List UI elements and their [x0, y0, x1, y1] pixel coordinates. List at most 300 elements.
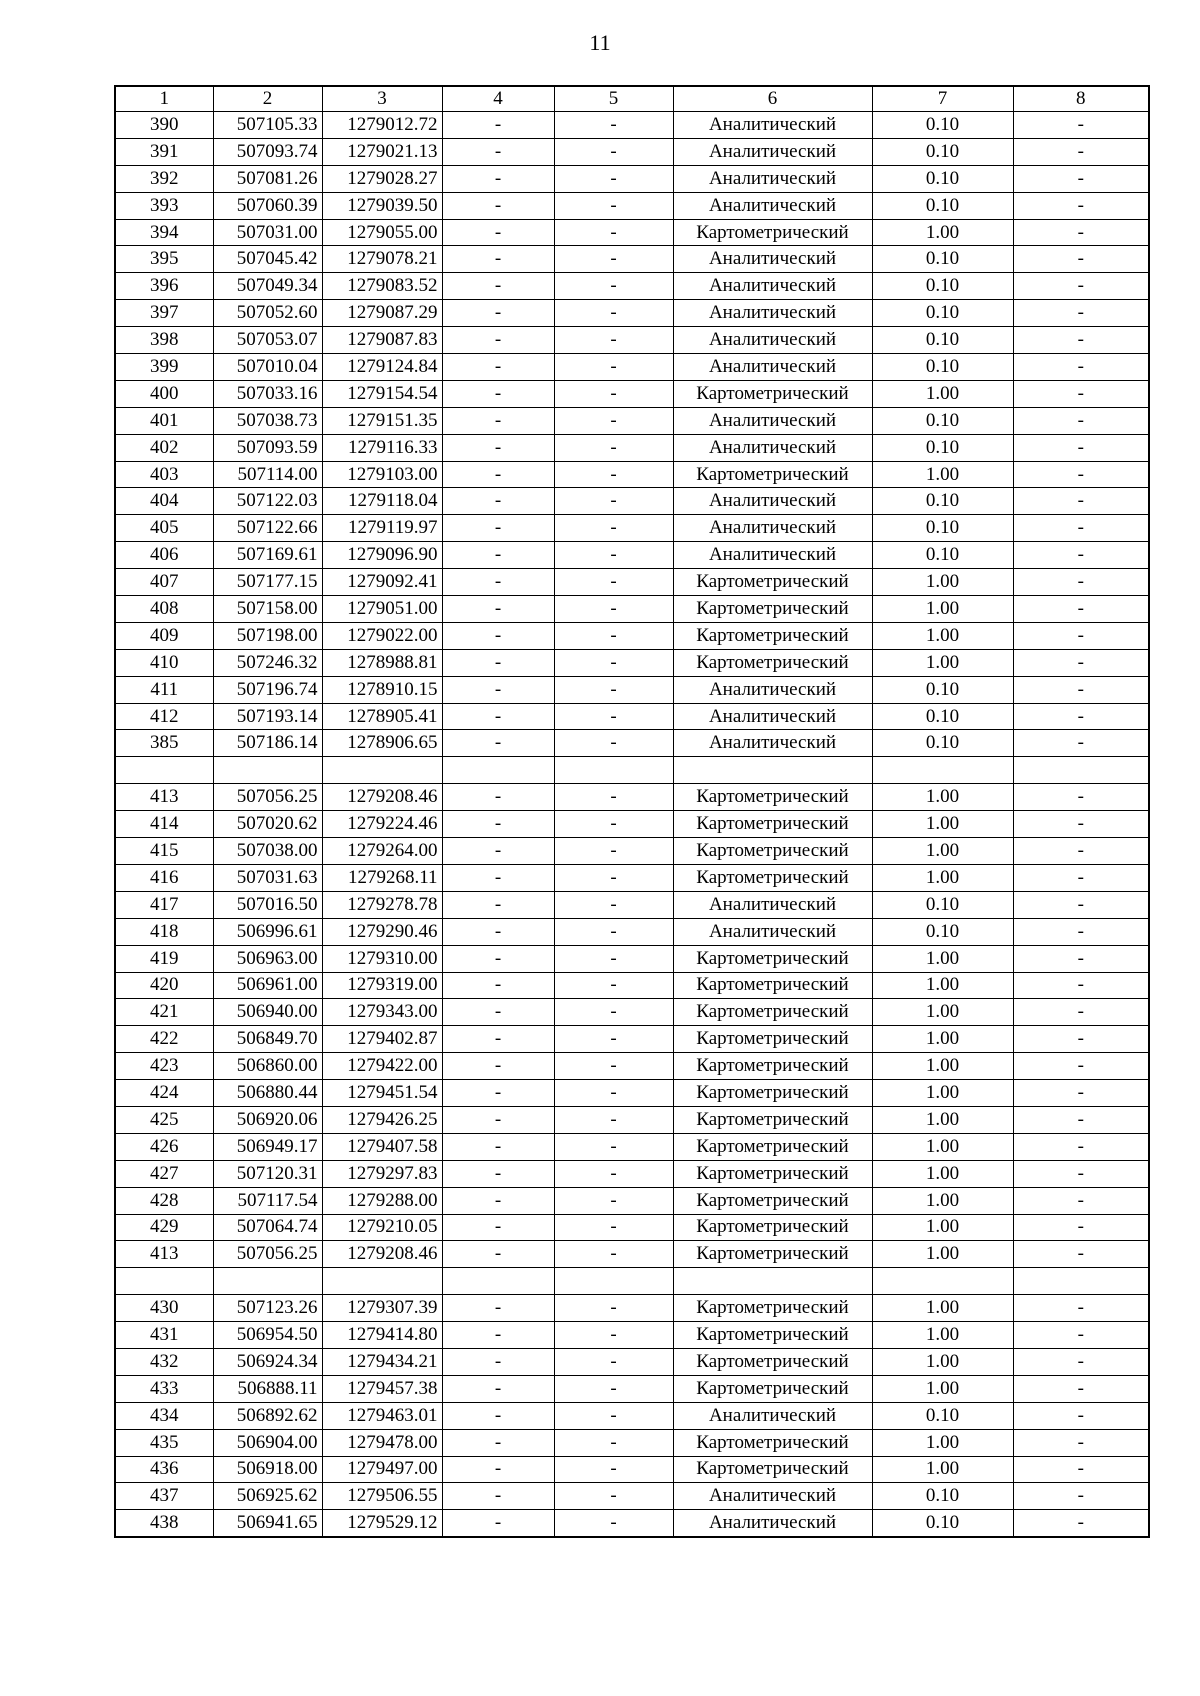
col8-cell: -: [1013, 515, 1149, 542]
method-cell: Аналитический: [673, 300, 872, 327]
point-number-cell: 412: [115, 703, 213, 730]
point-number-cell: 432: [115, 1348, 213, 1375]
col4-cell: -: [442, 1402, 554, 1429]
table-row: [115, 515, 1149, 542]
x-coordinate-cell: 507093.59: [213, 434, 322, 461]
x-coordinate-cell: 506860.00: [213, 1053, 322, 1080]
column-header: 5: [554, 86, 673, 112]
point-number-cell: 392: [115, 165, 213, 192]
y-coordinate-cell: 1278906.65: [322, 730, 442, 757]
col4-cell: -: [442, 1080, 554, 1107]
col4-cell: -: [442, 945, 554, 972]
x-coordinate-cell: 507064.74: [213, 1214, 322, 1241]
point-number-cell: 413: [115, 784, 213, 811]
method-cell: Аналитический: [673, 542, 872, 569]
point-number-cell: 405: [115, 515, 213, 542]
point-number-cell: 408: [115, 596, 213, 623]
point-number-cell: 406: [115, 542, 213, 569]
table-row: [115, 1402, 1149, 1429]
method-cell: Картометрический: [673, 972, 872, 999]
table-row: [115, 542, 1149, 569]
method-cell: Аналитический: [673, 676, 872, 703]
point-number-cell: 420: [115, 972, 213, 999]
col5-cell: -: [554, 972, 673, 999]
x-coordinate-cell: 506961.00: [213, 972, 322, 999]
y-coordinate-cell: 1279092.41: [322, 569, 442, 596]
col5-cell: -: [554, 1080, 673, 1107]
point-number-cell: 418: [115, 918, 213, 945]
x-coordinate-cell: 507020.62: [213, 811, 322, 838]
col4-cell: -: [442, 434, 554, 461]
col8-cell: -: [1013, 300, 1149, 327]
col5-cell: -: [554, 596, 673, 623]
col4-cell: [442, 1268, 554, 1295]
method-cell: Картометрический: [673, 596, 872, 623]
col5-cell: -: [554, 112, 673, 139]
method-cell: Картометрический: [673, 1348, 872, 1375]
point-number-cell: 411: [115, 676, 213, 703]
col5-cell: [554, 1268, 673, 1295]
col5-cell: -: [554, 1402, 673, 1429]
accuracy-cell: 0.10: [872, 112, 1013, 139]
y-coordinate-cell: 1279021.13: [322, 138, 442, 165]
method-cell: Аналитический: [673, 165, 872, 192]
col5-cell: -: [554, 327, 673, 354]
x-coordinate-cell: 506963.00: [213, 945, 322, 972]
y-coordinate-cell: 1279264.00: [322, 838, 442, 865]
y-coordinate-cell: 1279463.01: [322, 1402, 442, 1429]
y-coordinate-cell: 1279451.54: [322, 1080, 442, 1107]
y-coordinate-cell: 1279278.78: [322, 891, 442, 918]
accuracy-cell: 0.10: [872, 327, 1013, 354]
y-coordinate-cell: 1278988.81: [322, 649, 442, 676]
col4-cell: -: [442, 1322, 554, 1349]
col4-cell: -: [442, 1375, 554, 1402]
point-number-cell: [115, 757, 213, 784]
x-coordinate-cell: 507053.07: [213, 327, 322, 354]
x-coordinate-cell: 506880.44: [213, 1080, 322, 1107]
x-coordinate-cell: 507196.74: [213, 676, 322, 703]
col8-cell: -: [1013, 784, 1149, 811]
y-coordinate-cell: 1279087.83: [322, 327, 442, 354]
col4-cell: -: [442, 596, 554, 623]
method-cell: Аналитический: [673, 891, 872, 918]
method-cell: Картометрический: [673, 945, 872, 972]
y-coordinate-cell: 1279208.46: [322, 784, 442, 811]
y-coordinate-cell: 1279307.39: [322, 1295, 442, 1322]
accuracy-cell: 1.00: [872, 1080, 1013, 1107]
accuracy-cell: 1.00: [872, 1322, 1013, 1349]
x-coordinate-cell: 506904.00: [213, 1429, 322, 1456]
accuracy-cell: 0.10: [872, 1510, 1013, 1537]
point-number-cell: 393: [115, 192, 213, 219]
table-row: [115, 703, 1149, 730]
y-coordinate-cell: 1279434.21: [322, 1348, 442, 1375]
table-row: [115, 676, 1149, 703]
point-number-cell: 429: [115, 1214, 213, 1241]
col8-cell: -: [1013, 1026, 1149, 1053]
col5-cell: -: [554, 999, 673, 1026]
table-row: [115, 811, 1149, 838]
accuracy-cell: 0.10: [872, 703, 1013, 730]
x-coordinate-cell: 507052.60: [213, 300, 322, 327]
col4-cell: -: [442, 192, 554, 219]
accuracy-cell: 1.00: [872, 972, 1013, 999]
method-cell: Картометрический: [673, 999, 872, 1026]
col8-cell: -: [1013, 407, 1149, 434]
col5-cell: [554, 757, 673, 784]
col5-cell: -: [554, 569, 673, 596]
col4-cell: -: [442, 300, 554, 327]
point-number-cell: 435: [115, 1429, 213, 1456]
point-number-cell: 402: [115, 434, 213, 461]
point-number-cell: 400: [115, 380, 213, 407]
col4-cell: -: [442, 1241, 554, 1268]
accuracy-cell: [872, 1268, 1013, 1295]
point-number-cell: 425: [115, 1106, 213, 1133]
y-coordinate-cell: 1279119.97: [322, 515, 442, 542]
accuracy-cell: 1.00: [872, 1214, 1013, 1241]
accuracy-cell: 1.00: [872, 1133, 1013, 1160]
method-cell: Картометрический: [673, 811, 872, 838]
y-coordinate-cell: 1279103.00: [322, 461, 442, 488]
point-number-cell: 397: [115, 300, 213, 327]
col8-cell: -: [1013, 1295, 1149, 1322]
table-row: [115, 407, 1149, 434]
table-row: [115, 192, 1149, 219]
col5-cell: -: [554, 918, 673, 945]
table-row: [115, 596, 1149, 623]
method-cell: Картометрический: [673, 864, 872, 891]
y-coordinate-cell: 1279426.25: [322, 1106, 442, 1133]
col5-cell: -: [554, 461, 673, 488]
point-number-cell: 426: [115, 1133, 213, 1160]
method-cell: Аналитический: [673, 246, 872, 273]
col8-cell: -: [1013, 380, 1149, 407]
col4-cell: -: [442, 1026, 554, 1053]
col8-cell: -: [1013, 1241, 1149, 1268]
point-number-cell: 433: [115, 1375, 213, 1402]
point-number-cell: 438: [115, 1510, 213, 1537]
x-coordinate-cell: 506954.50: [213, 1322, 322, 1349]
table-row: [115, 112, 1149, 139]
table-row: [115, 999, 1149, 1026]
col4-cell: -: [442, 784, 554, 811]
col5-cell: -: [554, 380, 673, 407]
x-coordinate-cell: 507246.32: [213, 649, 322, 676]
point-number-cell: 395: [115, 246, 213, 273]
accuracy-cell: 0.10: [872, 918, 1013, 945]
method-cell: Аналитический: [673, 354, 872, 381]
x-coordinate-cell: 507198.00: [213, 622, 322, 649]
col4-cell: -: [442, 542, 554, 569]
col8-cell: -: [1013, 838, 1149, 865]
col5-cell: -: [554, 138, 673, 165]
accuracy-cell: 0.10: [872, 1402, 1013, 1429]
col5-cell: -: [554, 1241, 673, 1268]
accuracy-cell: 1.00: [872, 838, 1013, 865]
table-row: [115, 327, 1149, 354]
x-coordinate-cell: 507033.16: [213, 380, 322, 407]
point-number-cell: 415: [115, 838, 213, 865]
col5-cell: -: [554, 1483, 673, 1510]
col5-cell: -: [554, 838, 673, 865]
accuracy-cell: 1.00: [872, 1429, 1013, 1456]
col5-cell: -: [554, 1348, 673, 1375]
table-row: [115, 300, 1149, 327]
col5-cell: -: [554, 1510, 673, 1537]
col8-cell: -: [1013, 1456, 1149, 1483]
col8-cell: -: [1013, 1348, 1149, 1375]
col5-cell: -: [554, 622, 673, 649]
point-number-cell: 394: [115, 219, 213, 246]
accuracy-cell: 1.00: [872, 1026, 1013, 1053]
col4-cell: -: [442, 1483, 554, 1510]
x-coordinate-cell: 506920.06: [213, 1106, 322, 1133]
col4-cell: -: [442, 380, 554, 407]
col8-cell: -: [1013, 1429, 1149, 1456]
accuracy-cell: 1.00: [872, 1053, 1013, 1080]
y-coordinate-cell: 1279478.00: [322, 1429, 442, 1456]
y-coordinate-cell: 1278910.15: [322, 676, 442, 703]
accuracy-cell: 0.10: [872, 273, 1013, 300]
col8-cell: -: [1013, 622, 1149, 649]
y-coordinate-cell: 1279407.58: [322, 1133, 442, 1160]
table-row: [115, 622, 1149, 649]
table-row: [115, 945, 1149, 972]
x-coordinate-cell: 507081.26: [213, 165, 322, 192]
col8-cell: -: [1013, 972, 1149, 999]
col8-cell: -: [1013, 569, 1149, 596]
accuracy-cell: 0.10: [872, 165, 1013, 192]
col4-cell: -: [442, 838, 554, 865]
accuracy-cell: 0.10: [872, 515, 1013, 542]
x-coordinate-cell: 507060.39: [213, 192, 322, 219]
accuracy-cell: 1.00: [872, 784, 1013, 811]
method-cell: Аналитический: [673, 703, 872, 730]
x-coordinate-cell: 507177.15: [213, 569, 322, 596]
method-cell: Картометрический: [673, 1295, 872, 1322]
method-cell: Аналитический: [673, 407, 872, 434]
col4-cell: -: [442, 730, 554, 757]
y-coordinate-cell: 1279116.33: [322, 434, 442, 461]
col4-cell: -: [442, 112, 554, 139]
x-coordinate-cell: 507093.74: [213, 138, 322, 165]
col5-cell: -: [554, 1133, 673, 1160]
col8-cell: -: [1013, 730, 1149, 757]
y-coordinate-cell: 1279055.00: [322, 219, 442, 246]
col4-cell: -: [442, 622, 554, 649]
table-row: [115, 434, 1149, 461]
accuracy-cell: 1.00: [872, 1106, 1013, 1133]
x-coordinate-cell: 507031.00: [213, 219, 322, 246]
accuracy-cell: 0.10: [872, 676, 1013, 703]
table-row: [115, 757, 1149, 784]
column-header: 7: [872, 86, 1013, 112]
col8-cell: -: [1013, 1402, 1149, 1429]
x-coordinate-cell: 507038.00: [213, 838, 322, 865]
point-number-cell: 414: [115, 811, 213, 838]
method-cell: Картометрический: [673, 838, 872, 865]
table-row: [115, 1053, 1149, 1080]
accuracy-cell: 1.00: [872, 622, 1013, 649]
col8-cell: -: [1013, 649, 1149, 676]
x-coordinate-cell: 507186.14: [213, 730, 322, 757]
accuracy-cell: 0.10: [872, 192, 1013, 219]
method-cell: Картометрический: [673, 1241, 872, 1268]
col4-cell: -: [442, 1053, 554, 1080]
col4-cell: -: [442, 1295, 554, 1322]
table-row: [115, 461, 1149, 488]
method-cell: Картометрический: [673, 380, 872, 407]
method-cell: Аналитический: [673, 515, 872, 542]
col8-cell: -: [1013, 165, 1149, 192]
x-coordinate-cell: 506949.17: [213, 1133, 322, 1160]
accuracy-cell: 1.00: [872, 1295, 1013, 1322]
col5-cell: -: [554, 1322, 673, 1349]
method-cell: Картометрический: [673, 1133, 872, 1160]
col8-cell: -: [1013, 864, 1149, 891]
method-cell: Аналитический: [673, 273, 872, 300]
x-coordinate-cell: 507193.14: [213, 703, 322, 730]
y-coordinate-cell: 1279022.00: [322, 622, 442, 649]
method-cell: Аналитический: [673, 327, 872, 354]
y-coordinate-cell: 1279210.05: [322, 1214, 442, 1241]
point-number-cell: 421: [115, 999, 213, 1026]
point-number-cell: [115, 1268, 213, 1295]
col4-cell: [442, 757, 554, 784]
col4-cell: -: [442, 407, 554, 434]
method-cell: [673, 1268, 872, 1295]
col4-cell: -: [442, 273, 554, 300]
x-coordinate-cell: 507105.33: [213, 112, 322, 139]
col4-cell: -: [442, 1133, 554, 1160]
x-coordinate-cell: 507169.61: [213, 542, 322, 569]
method-cell: Картометрический: [673, 622, 872, 649]
table-row: [115, 1322, 1149, 1349]
col4-cell: -: [442, 676, 554, 703]
accuracy-cell: 0.10: [872, 138, 1013, 165]
x-coordinate-cell: 507114.00: [213, 461, 322, 488]
method-cell: Картометрический: [673, 461, 872, 488]
x-coordinate-cell: 506996.61: [213, 918, 322, 945]
col8-cell: [1013, 1268, 1149, 1295]
col4-cell: -: [442, 649, 554, 676]
accuracy-cell: [872, 757, 1013, 784]
col4-cell: -: [442, 1456, 554, 1483]
table-row: [115, 891, 1149, 918]
accuracy-cell: 1.00: [872, 1187, 1013, 1214]
col5-cell: -: [554, 515, 673, 542]
col5-cell: -: [554, 192, 673, 219]
col8-cell: -: [1013, 246, 1149, 273]
accuracy-cell: 1.00: [872, 380, 1013, 407]
table-row: [115, 1160, 1149, 1187]
col5-cell: -: [554, 1106, 673, 1133]
col8-cell: -: [1013, 703, 1149, 730]
y-coordinate-cell: 1278905.41: [322, 703, 442, 730]
table-row: [115, 138, 1149, 165]
col8-cell: [1013, 757, 1149, 784]
accuracy-cell: 1.00: [872, 649, 1013, 676]
x-coordinate-cell: 507158.00: [213, 596, 322, 623]
method-cell: Картометрический: [673, 219, 872, 246]
col4-cell: -: [442, 488, 554, 515]
page-number: 11: [589, 30, 611, 55]
accuracy-cell: 1.00: [872, 1375, 1013, 1402]
point-number-cell: 399: [115, 354, 213, 381]
point-number-cell: 424: [115, 1080, 213, 1107]
table-row: [115, 838, 1149, 865]
table-row: [115, 1187, 1149, 1214]
table-row: [115, 1483, 1149, 1510]
col8-cell: -: [1013, 1133, 1149, 1160]
x-coordinate-cell: 507056.25: [213, 784, 322, 811]
y-coordinate-cell: 1279087.29: [322, 300, 442, 327]
col5-cell: -: [554, 1429, 673, 1456]
accuracy-cell: 0.10: [872, 891, 1013, 918]
accuracy-cell: 1.00: [872, 1348, 1013, 1375]
column-header: 4: [442, 86, 554, 112]
col8-cell: -: [1013, 945, 1149, 972]
accuracy-cell: 1.00: [872, 596, 1013, 623]
col4-cell: -: [442, 354, 554, 381]
table-row: [115, 730, 1149, 757]
y-coordinate-cell: 1279224.46: [322, 811, 442, 838]
col8-cell: -: [1013, 1160, 1149, 1187]
point-number-cell: 385: [115, 730, 213, 757]
table-row: [115, 380, 1149, 407]
col4-cell: -: [442, 1510, 554, 1537]
col4-cell: -: [442, 972, 554, 999]
col4-cell: -: [442, 327, 554, 354]
accuracy-cell: 1.00: [872, 999, 1013, 1026]
method-cell: Картометрический: [673, 1322, 872, 1349]
accuracy-cell: 0.10: [872, 246, 1013, 273]
col4-cell: -: [442, 918, 554, 945]
point-number-cell: 404: [115, 488, 213, 515]
col5-cell: -: [554, 434, 673, 461]
table-row: [115, 1375, 1149, 1402]
col8-cell: -: [1013, 1080, 1149, 1107]
point-number-cell: 413: [115, 1241, 213, 1268]
table-row: [115, 1026, 1149, 1053]
x-coordinate-cell: [213, 1268, 322, 1295]
table-row: [115, 1080, 1149, 1107]
accuracy-cell: 0.10: [872, 488, 1013, 515]
col5-cell: -: [554, 730, 673, 757]
table-row: [115, 649, 1149, 676]
col8-cell: -: [1013, 999, 1149, 1026]
table-row: [115, 273, 1149, 300]
accuracy-cell: 0.10: [872, 730, 1013, 757]
x-coordinate-cell: 507045.42: [213, 246, 322, 273]
col8-cell: -: [1013, 1214, 1149, 1241]
method-cell: Картометрический: [673, 569, 872, 596]
x-coordinate-cell: 507117.54: [213, 1187, 322, 1214]
column-header: 3: [322, 86, 442, 112]
table-row: [115, 219, 1149, 246]
col8-cell: -: [1013, 273, 1149, 300]
point-number-cell: 391: [115, 138, 213, 165]
point-number-cell: 427: [115, 1160, 213, 1187]
point-number-cell: 410: [115, 649, 213, 676]
table-row: [115, 1456, 1149, 1483]
point-number-cell: 390: [115, 112, 213, 139]
accuracy-cell: 1.00: [872, 864, 1013, 891]
point-number-cell: 417: [115, 891, 213, 918]
method-cell: Аналитический: [673, 918, 872, 945]
